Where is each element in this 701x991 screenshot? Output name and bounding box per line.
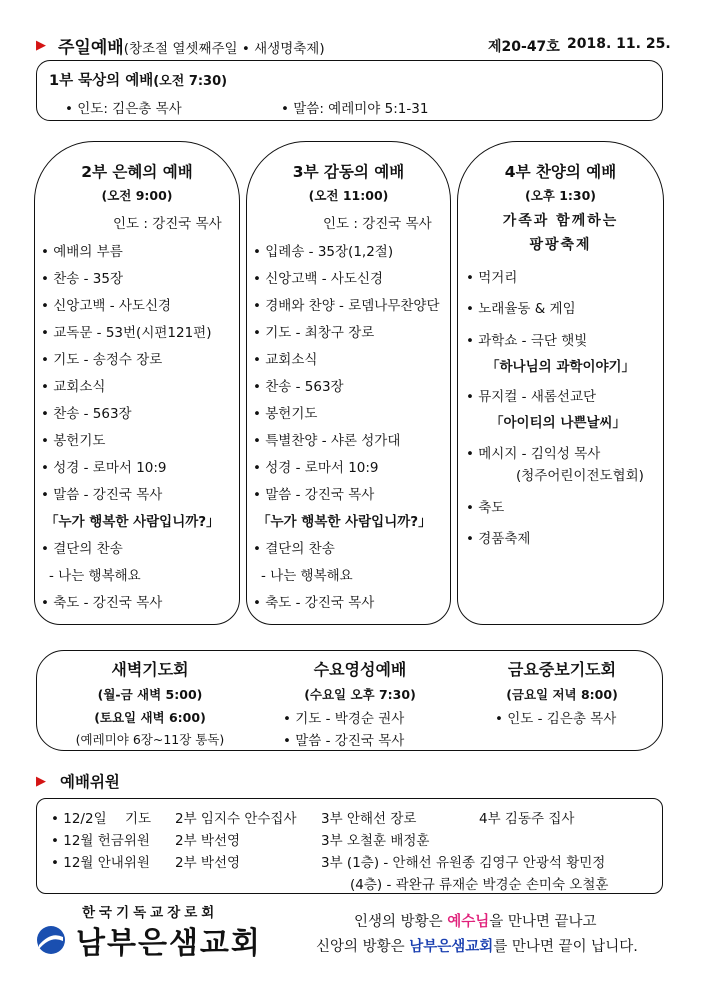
service4-theme1: 가족과 함께하는 — [502, 213, 619, 229]
order-item: • 기도 - 송정수 장로 — [41, 352, 163, 368]
service2-box — [34, 141, 240, 625]
order-item: - 나는 행복해요 — [261, 568, 353, 584]
committee-entry: 2부 박선영 — [175, 855, 241, 871]
order-item: • 찬송 - 563장 — [41, 406, 132, 422]
order-item: • 신앙고백 - 사도신경 — [41, 298, 172, 314]
service1-sermon: • 말씀: 예레미야 5:1-31 — [281, 101, 429, 117]
service1-leader: • 인도: 김은총 목사 — [65, 101, 182, 117]
dawn-title: 새벽기도회 — [111, 660, 189, 679]
dawn-line2: (토요일 새벽 6:00) — [94, 710, 206, 725]
program-item: 「하나님의 과학이야기」 — [486, 359, 636, 375]
service3-time: (오전 11:00) — [308, 188, 389, 203]
committee-entry: 2부 박선영 — [175, 833, 241, 849]
program-item: • 축도 — [466, 500, 505, 516]
order-item: • 축도 - 강진국 목사 — [41, 595, 163, 611]
service3-leader: 인도 : 강진국 목사 — [323, 216, 432, 232]
slogan-line1: 인생의 방황은 예수님을 만나면 끝나고 — [354, 914, 597, 930]
service4-time: (오후 1:30) — [524, 188, 597, 203]
committee-box — [36, 798, 663, 894]
committee-entry: 2부 임지수 안수집사 — [175, 811, 297, 827]
order-item: • 말씀 - 강진국 목사 — [41, 487, 163, 503]
order-item: • 찬송 - 563장 — [253, 379, 344, 395]
program-item: (청주어린이전도협회) — [516, 468, 644, 484]
order-item: • 결단의 찬송 — [41, 541, 123, 557]
committee-title: 예배위원 — [60, 773, 120, 791]
denomination: 한국기독교장로회 — [82, 905, 219, 921]
service2-leader: 인도 : 강진국 목사 — [113, 216, 222, 232]
order-item: • 교회소식 — [41, 379, 106, 395]
church-name: 남부은샘교회 — [76, 926, 262, 961]
order-item: - 나는 행복해요 — [49, 568, 141, 584]
order-item: • 교독문 - 53번(시편121편) — [41, 325, 212, 341]
order-item: • 교회소식 — [253, 352, 318, 368]
fri-line2: • 인도 - 김은총 목사 — [495, 711, 617, 727]
order-item: • 성경 - 로마서 10:9 — [253, 460, 379, 476]
order-item: • 봉헌기도 — [253, 406, 318, 422]
program-item: • 먹거리 — [466, 270, 518, 286]
committee-entry: 3부 오철훈 배정훈 — [321, 833, 430, 849]
service2-title: 2부 은혜의 예배 — [81, 163, 193, 181]
order-item: • 특별찬양 - 샤론 성가대 — [253, 433, 401, 449]
wed-line1: (수요일 오후 7:30) — [304, 687, 416, 702]
program-item: 「아이티의 나쁜날씨」 — [490, 415, 627, 431]
issue-date: 2018. 11. 25. — [567, 36, 671, 52]
slogan-line2: 신앙의 방황은 남부은샘교회를 만나면 끝이 납니다. — [316, 939, 638, 955]
program-item: • 뮤지컬 - 새롬선교단 — [466, 389, 597, 405]
order-item: • 찬송 - 35장 — [41, 271, 124, 287]
order-item: • 축도 - 강진국 목사 — [253, 595, 375, 611]
wed-line3: • 말씀 - 강진국 목사 — [283, 733, 405, 749]
fri-title: 금요중보기도회 — [507, 660, 617, 679]
church-logo — [36, 925, 66, 955]
weekday-box — [36, 650, 663, 751]
service3-box — [246, 141, 451, 625]
dawn-line1: (월-금 새벽 5:00) — [97, 687, 203, 702]
arrow-icon: ▶ — [36, 774, 46, 789]
arrow-icon: ▶ — [36, 38, 46, 53]
order-item: • 결단의 찬송 — [253, 541, 335, 557]
issue-number: 제20-47호 — [488, 39, 560, 55]
service4-box — [457, 141, 664, 625]
wed-title: 수요영성예배 — [313, 660, 407, 679]
sermon-title: 「누가 행복한 사람입니까?」 — [45, 514, 220, 530]
service4-theme2: 팡팡축제 — [529, 237, 592, 253]
order-item: • 말씀 - 강진국 목사 — [253, 487, 375, 503]
committee-entry: 3부 안해선 장로 — [321, 811, 417, 827]
order-item: • 신앙고백 - 사도신경 — [253, 271, 384, 287]
program-item: • 노래율동 & 게임 — [466, 301, 576, 317]
page-title: 주일예배(창조절 열셋째주일 • 새생명축제) — [58, 38, 325, 58]
committee-role: 기도 — [125, 811, 152, 827]
sermon-title: 「누가 행복한 사람입니까?」 — [257, 514, 432, 530]
wed-line2: • 기도 - 박경순 권사 — [283, 711, 405, 727]
program-item: • 경품축제 — [466, 531, 531, 547]
committee-entry: 3부 (1층) - 안해선 유원종 김영구 안광석 황민정 — [321, 855, 606, 871]
service2-time: (오전 9:00) — [101, 188, 173, 203]
order-item: • 기도 - 최창구 장로 — [253, 325, 375, 341]
order-item: • 입례송 - 35장(1,2절) — [253, 244, 394, 260]
committee-role: • 12월 안내위원 — [51, 855, 150, 871]
order-item: • 예배의 부름 — [41, 244, 123, 260]
committee-date: • 12/2일 — [51, 811, 107, 827]
order-item: • 경배와 찬양 - 로뎀나무찬양단 — [253, 298, 440, 314]
committee-role: • 12월 헌금위원 — [51, 833, 150, 849]
fri-line1: (금요일 저녁 8:00) — [506, 687, 618, 702]
service1-title: 1부 묵상의 예배(오전 7:30) — [49, 73, 228, 89]
committee-entry: (4층) - 곽완규 류재순 박경순 손미숙 오철훈 — [350, 877, 609, 893]
service3-title: 3부 감동의 예배 — [292, 163, 405, 181]
program-item: • 메시지 - 김익성 목사 — [466, 446, 601, 462]
order-item: • 성경 - 로마서 10:9 — [41, 460, 167, 476]
committee-entry: 4부 김동주 집사 — [479, 811, 575, 827]
dawn-line3: (예레미야 6장~11장 통독) — [75, 732, 225, 747]
service1-box — [36, 60, 663, 121]
program-item: • 과학쇼 - 극단 햇빛 — [466, 333, 588, 349]
service4-title: 4부 찬양의 예배 — [504, 163, 617, 181]
order-item: • 봉헌기도 — [41, 433, 106, 449]
